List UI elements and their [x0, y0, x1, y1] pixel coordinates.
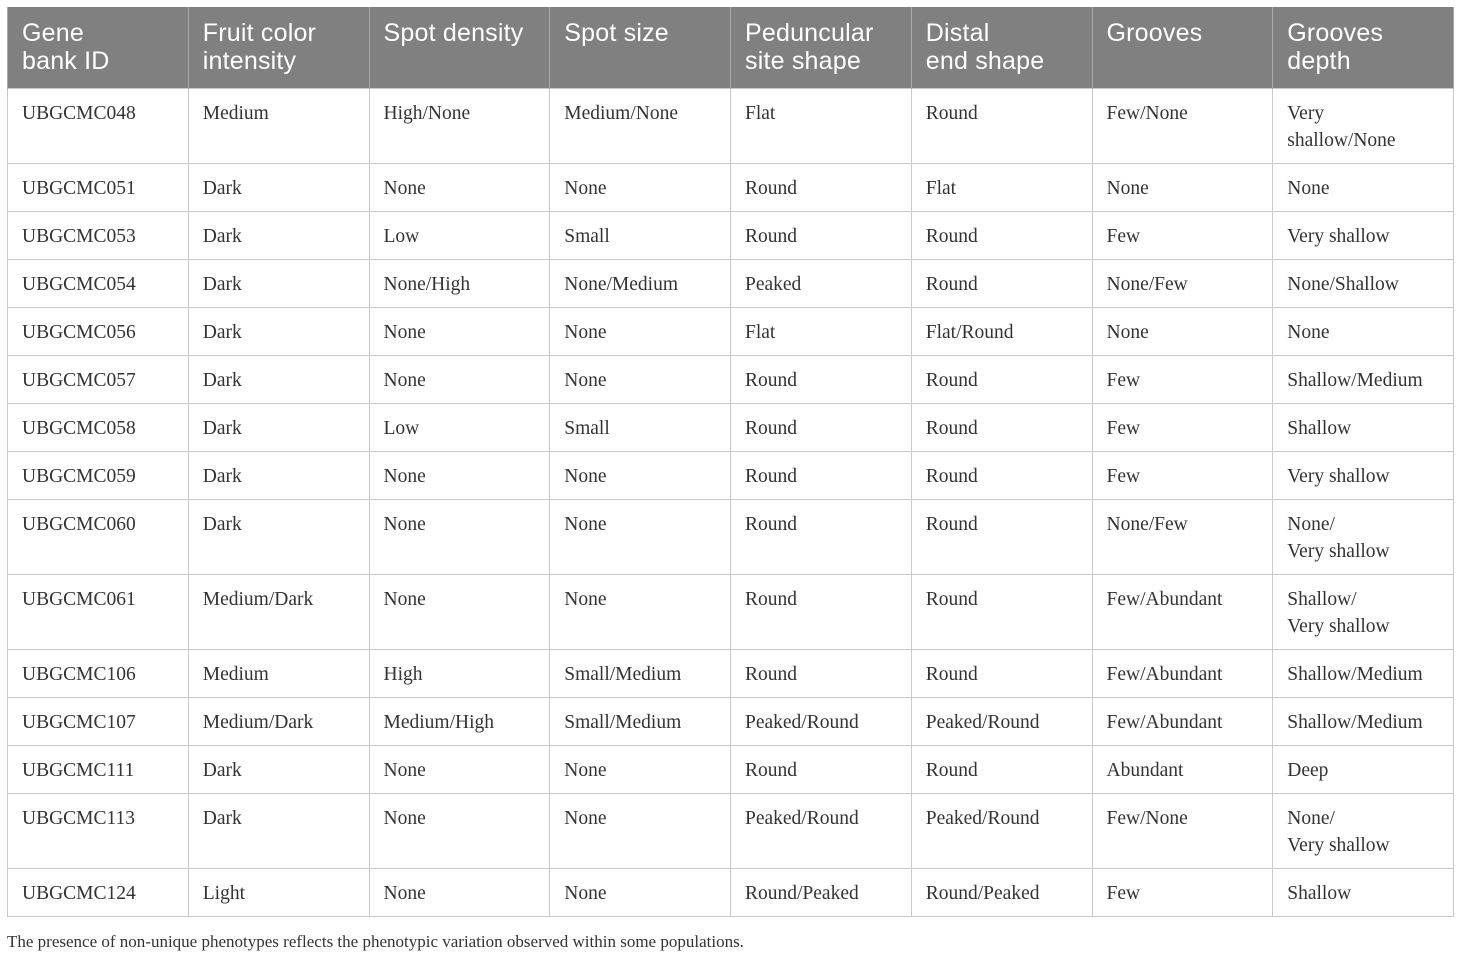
table-row [8, 88, 1454, 163]
cell-distal-end-shape: Round [911, 88, 1092, 163]
cell-spot-density: None [369, 574, 550, 649]
cell-spot-size: Small/Medium [550, 649, 731, 697]
cell-spot-density: High/None [369, 88, 550, 163]
cell-distal-end-shape: Round [911, 451, 1092, 499]
cell-grooves-depth: Very shallow [1273, 451, 1454, 499]
cell-grooves-depth: Shallow/Medium [1273, 649, 1454, 697]
cell-grooves: Few [1092, 355, 1273, 403]
table-row [8, 868, 1454, 916]
cell-grooves: None/Few [1092, 259, 1273, 307]
cell-grooves: Few/Abundant [1092, 649, 1273, 697]
cell-distal-end-shape: Round [911, 403, 1092, 451]
cell-distal-end-shape: Flat [911, 163, 1092, 211]
cell-gene-bank-id: UBGCMC060 [8, 499, 189, 574]
cell-gene-bank-id: UBGCMC111 [8, 745, 189, 793]
cell-peduncular-site-shape: Flat [731, 88, 912, 163]
cell-fruit-color-intensity: Dark [188, 307, 369, 355]
cell-grooves: Few [1092, 211, 1273, 259]
cell-fruit-color-intensity: Medium/Dark [188, 697, 369, 745]
cell-fruit-color-intensity: Dark [188, 793, 369, 868]
cell-grooves-depth: None/Shallow [1273, 259, 1454, 307]
cell-gene-bank-id: UBGCMC107 [8, 697, 189, 745]
cell-distal-end-shape: Round [911, 745, 1092, 793]
cell-gene-bank-id: UBGCMC058 [8, 403, 189, 451]
cell-spot-size: None [550, 307, 731, 355]
table-row [8, 259, 1454, 307]
table-header [8, 7, 1454, 88]
cell-grooves: None [1092, 307, 1273, 355]
cell-grooves: Few/None [1092, 793, 1273, 868]
cell-distal-end-shape: Round [911, 211, 1092, 259]
table-footnote: The presence of non-unique phenotypes reflects the phenotypic variation observed within some populations. [7, 932, 744, 951]
cell-peduncular-site-shape: Peaked/Round [731, 697, 912, 745]
cell-fruit-color-intensity: Dark [188, 211, 369, 259]
cell-peduncular-site-shape: Round [731, 403, 912, 451]
cell-grooves-depth: Shallow/Medium [1273, 355, 1454, 403]
cell-peduncular-site-shape: Round [731, 649, 912, 697]
cell-grooves: None/Few [1092, 499, 1273, 574]
cell-spot-size: None [550, 451, 731, 499]
cell-grooves: Few [1092, 403, 1273, 451]
cell-peduncular-site-shape: Flat [731, 307, 912, 355]
phenotype-table-container [7, 7, 1453, 917]
cell-distal-end-shape: Peaked/Round [911, 697, 1092, 745]
cell-grooves-depth: None/ Very shallow [1273, 793, 1454, 868]
table-row [8, 403, 1454, 451]
table-row [8, 745, 1454, 793]
cell-spot-density: Low [369, 211, 550, 259]
cell-fruit-color-intensity: Medium [188, 88, 369, 163]
cell-spot-density: None [369, 163, 550, 211]
phenotype-table [7, 7, 1454, 917]
cell-grooves: Few [1092, 451, 1273, 499]
cell-spot-density: None [369, 793, 550, 868]
cell-peduncular-site-shape: Round [731, 163, 912, 211]
cell-distal-end-shape: Round [911, 649, 1092, 697]
cell-spot-size: None/Medium [550, 259, 731, 307]
cell-grooves: Few/None [1092, 88, 1273, 163]
cell-distal-end-shape: Round [911, 574, 1092, 649]
column-header-peduncular-site-shape: Peduncular site shape [731, 7, 912, 88]
cell-distal-end-shape: Round [911, 499, 1092, 574]
table-row [8, 211, 1454, 259]
cell-spot-size: None [550, 499, 731, 574]
cell-spot-density: High [369, 649, 550, 697]
column-header-fruit-color-intensity: Fruit color intensity [188, 7, 369, 88]
table-row [8, 697, 1454, 745]
cell-grooves-depth: Shallow/Medium [1273, 697, 1454, 745]
cell-grooves: Few [1092, 868, 1273, 916]
column-header-spot-density: Spot density [369, 7, 550, 88]
cell-gene-bank-id: UBGCMC124 [8, 868, 189, 916]
table-row [8, 355, 1454, 403]
cell-spot-size: None [550, 574, 731, 649]
cell-distal-end-shape: Peaked/Round [911, 793, 1092, 868]
cell-peduncular-site-shape: Round [731, 574, 912, 649]
table-row [8, 793, 1454, 868]
cell-spot-density: Medium/High [369, 697, 550, 745]
cell-distal-end-shape: Round [911, 259, 1092, 307]
cell-peduncular-site-shape: Round [731, 499, 912, 574]
cell-spot-size: Medium/None [550, 88, 731, 163]
cell-gene-bank-id: UBGCMC054 [8, 259, 189, 307]
cell-grooves: Few/Abundant [1092, 574, 1273, 649]
cell-grooves-depth: None [1273, 307, 1454, 355]
cell-grooves-depth: Very shallow [1273, 211, 1454, 259]
cell-spot-density: None [369, 307, 550, 355]
header-row [8, 7, 1454, 88]
cell-peduncular-site-shape: Peaked/Round [731, 793, 912, 868]
column-header-spot-size: Spot size [550, 7, 731, 88]
cell-distal-end-shape: Round/Peaked [911, 868, 1092, 916]
table-body [8, 88, 1454, 916]
table-row [8, 307, 1454, 355]
cell-spot-size: None [550, 793, 731, 868]
cell-grooves: Abundant [1092, 745, 1273, 793]
table-row [8, 163, 1454, 211]
cell-spot-density: None/High [369, 259, 550, 307]
cell-fruit-color-intensity: Medium/Dark [188, 574, 369, 649]
table-row [8, 649, 1454, 697]
cell-spot-density: None [369, 499, 550, 574]
cell-gene-bank-id: UBGCMC056 [8, 307, 189, 355]
cell-spot-size: None [550, 745, 731, 793]
cell-spot-size: Small [550, 403, 731, 451]
cell-grooves-depth: None/ Very shallow [1273, 499, 1454, 574]
cell-spot-density: None [369, 745, 550, 793]
cell-peduncular-site-shape: Peaked [731, 259, 912, 307]
column-header-distal-end-shape: Distal end shape [911, 7, 1092, 88]
cell-gene-bank-id: UBGCMC106 [8, 649, 189, 697]
cell-fruit-color-intensity: Medium [188, 649, 369, 697]
cell-spot-density: None [369, 868, 550, 916]
cell-spot-size: Small [550, 211, 731, 259]
cell-gene-bank-id: UBGCMC048 [8, 88, 189, 163]
cell-gene-bank-id: UBGCMC059 [8, 451, 189, 499]
cell-fruit-color-intensity: Dark [188, 259, 369, 307]
cell-grooves: Few/Abundant [1092, 697, 1273, 745]
cell-fruit-color-intensity: Dark [188, 355, 369, 403]
column-header-grooves-depth: Grooves depth [1273, 7, 1454, 88]
cell-gene-bank-id: UBGCMC113 [8, 793, 189, 868]
cell-spot-size: None [550, 355, 731, 403]
cell-fruit-color-intensity: Dark [188, 163, 369, 211]
cell-distal-end-shape: Round [911, 355, 1092, 403]
cell-peduncular-site-shape: Round [731, 355, 912, 403]
cell-peduncular-site-shape: Round [731, 211, 912, 259]
cell-spot-density: None [369, 355, 550, 403]
cell-spot-size: None [550, 868, 731, 916]
cell-grooves-depth: Shallow [1273, 868, 1454, 916]
cell-gene-bank-id: UBGCMC061 [8, 574, 189, 649]
cell-fruit-color-intensity: Light [188, 868, 369, 916]
cell-fruit-color-intensity: Dark [188, 403, 369, 451]
cell-fruit-color-intensity: Dark [188, 451, 369, 499]
cell-fruit-color-intensity: Dark [188, 499, 369, 574]
table-row [8, 574, 1454, 649]
cell-peduncular-site-shape: Round/Peaked [731, 868, 912, 916]
cell-gene-bank-id: UBGCMC057 [8, 355, 189, 403]
cell-spot-size: Small/Medium [550, 697, 731, 745]
cell-spot-density: Low [369, 403, 550, 451]
cell-grooves-depth: Very shallow/None [1273, 88, 1454, 163]
cell-spot-size: None [550, 163, 731, 211]
column-header-gene-bank-id: Gene bank ID [8, 7, 189, 88]
cell-gene-bank-id: UBGCMC053 [8, 211, 189, 259]
cell-grooves-depth: Deep [1273, 745, 1454, 793]
table-row [8, 499, 1454, 574]
table-row [8, 451, 1454, 499]
cell-distal-end-shape: Flat/Round [911, 307, 1092, 355]
cell-grooves-depth: None [1273, 163, 1454, 211]
cell-peduncular-site-shape: Round [731, 451, 912, 499]
column-header-grooves: Grooves [1092, 7, 1273, 88]
cell-grooves: None [1092, 163, 1273, 211]
cell-spot-density: None [369, 451, 550, 499]
cell-grooves-depth: Shallow/ Very shallow [1273, 574, 1454, 649]
cell-grooves-depth: Shallow [1273, 403, 1454, 451]
cell-peduncular-site-shape: Round [731, 745, 912, 793]
cell-gene-bank-id: UBGCMC051 [8, 163, 189, 211]
cell-fruit-color-intensity: Dark [188, 745, 369, 793]
